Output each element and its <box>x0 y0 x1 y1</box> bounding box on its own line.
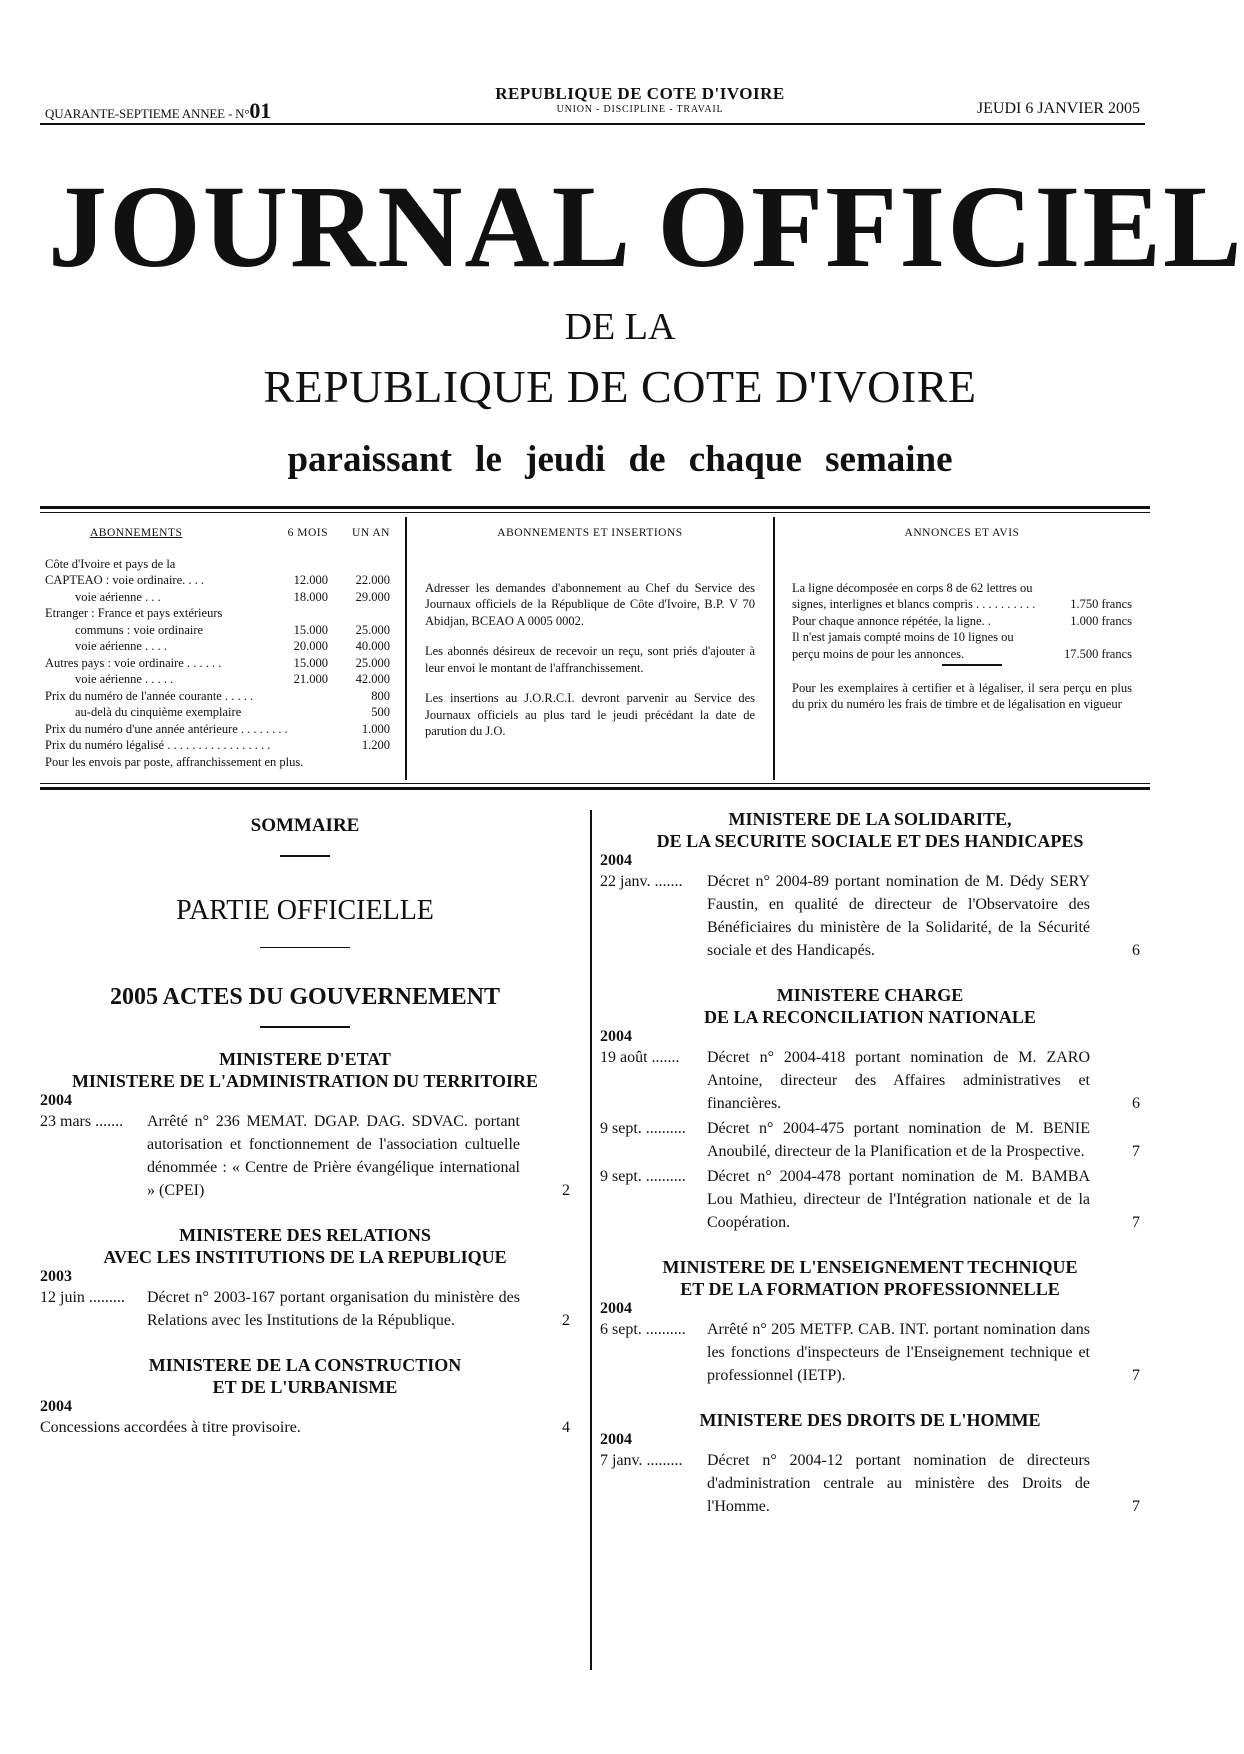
section-year: 2003 <box>40 1267 72 1285</box>
abonnement-row <box>45 737 390 754</box>
sommaire-entry <box>40 1110 570 1202</box>
ministry-title <box>600 808 1140 852</box>
entry-text: Décret n° 2003-167 portant organisation du ministère des Relations avec les Institutions de la République. <box>147 1288 520 1329</box>
entry-date: 7 janv. ......... <box>600 1452 683 1469</box>
abonnement-label: communs : voie ordinaire <box>75 622 204 637</box>
col-1an: UN AN <box>352 527 390 539</box>
annonces-rule <box>942 664 1002 666</box>
abonnement-6mois <box>266 688 328 705</box>
abonnement-row <box>45 556 390 573</box>
entry-page: 4 <box>562 1418 570 1436</box>
right-sections <box>600 808 1140 1518</box>
entry-page: 2 <box>562 1181 570 1199</box>
abonnement-label: Prix du numéro d'une année antérieure . . . . . . . . <box>45 721 288 736</box>
ministry-section <box>600 808 1140 962</box>
issue-date: JEUDI 6 JANVIER 2005 <box>976 100 1140 117</box>
ministry-section <box>40 1224 570 1332</box>
sommaire-right-column <box>600 808 1140 1540</box>
abonnement-row <box>45 638 390 655</box>
entry-text: Décret n° 2004-12 portant nomination de directeurs d'administration centrale au ministère des Droits de l'Homme. <box>707 1452 1090 1515</box>
sommaire-entry <box>600 1046 1140 1115</box>
entry-text: Concessions accordées à titre provisoire. <box>40 1418 301 1436</box>
annonce-label: La ligne décomposée en corps 8 de 62 lettres ou signes, interlignes et blancs compris . . . . . . . . . . <box>792 580 1036 611</box>
insertions-receipt: Les abonnés désireux de recevoir un reçu, sont priés d'ajouter à leur envoi le montant de l'affranchissement. <box>425 644 755 675</box>
abonnement-label: Pour les envois par poste, affranchissement en plus. <box>45 754 304 769</box>
abonnement-row <box>45 704 390 721</box>
entry-text: Décret n° 2004-89 portant nomination de M. Dédy SERY Faustin, en qualité de directeur de l'Observatoire des Bénéficiaires du ministère de la Solidarité, de la Sécurité sociale et des Handicapés. <box>707 873 1090 959</box>
ministry-title-line: MINISTERE DES RELATIONS <box>179 1224 431 1245</box>
ministry-title-line: MINISTERE DE L'ENSEIGNEMENT TECHNIQUE <box>662 1257 1078 1277</box>
abonnement-6mois <box>266 556 328 573</box>
entry-page: 7 <box>1132 1367 1140 1384</box>
abonnement-1an: 22.000 <box>355 573 390 587</box>
column-separator <box>405 517 407 780</box>
abonnement-1an <box>347 754 390 771</box>
abonnement-row <box>45 622 390 639</box>
abonnement-label: Autres pays : voie ordinaire . . . . . . <box>45 655 222 670</box>
abonnement-row <box>45 721 390 738</box>
insertions-address: Adresser les demandes d'abonnement au Chef du Service des Journaux officiels de la République de Côte d'Ivoire, B.P. V 70 Abidjan, BCEAO A 0005 0002. <box>425 580 755 628</box>
ministry-section <box>40 1354 570 1439</box>
abonnement-6mois: 18.000 <box>293 589 328 604</box>
annonce-label: Il n'est jamais compté moins de 10 lignes ou perçu moins de pour les annonces. <box>792 630 1014 661</box>
abonnement-1an: 800 <box>371 688 390 703</box>
abonnement-label: Prix du numéro de l'année courante . . . . . <box>45 688 254 703</box>
ministry-title-line: MINISTERE DE LA SOLIDARITE, <box>728 809 1012 829</box>
abonnement-1an: 42.000 <box>355 672 390 686</box>
entry-date: 9 sept. .......... <box>600 1120 686 1137</box>
entry-page: 6 <box>1132 942 1140 959</box>
abonnement-label: voie aérienne . . . . . <box>75 672 174 686</box>
section-year: 2004 <box>600 1028 632 1045</box>
section-year: 2004 <box>600 852 632 869</box>
edition-label: QUARANTE-SEPTIEME ANNEE - N° <box>45 106 250 121</box>
ministry-title-line: MINISTERE CHARGE <box>776 985 964 1005</box>
partie-rule <box>260 947 350 949</box>
republic-header <box>440 84 840 115</box>
annonce-price: 1.750 francs <box>1070 597 1132 611</box>
sommaire-column-separator <box>590 810 592 1670</box>
insertions-deadline: Les insertions au J.O.R.C.I. devront parvenir au Service des Journaux officiels au plus tard le jeudi précédant la date de parution du J.O. <box>425 691 755 738</box>
entry-page: 6 <box>1132 1095 1140 1112</box>
abonnement-6mois <box>303 754 346 771</box>
ministry-title-line: AVEC LES INSTITUTIONS DE LA REPUBLIQUE <box>103 1246 507 1267</box>
annonce-row <box>792 629 1132 662</box>
section-year: 2004 <box>600 1431 632 1448</box>
edition-number-value: 01 <box>249 98 271 123</box>
ministry-title-line: ET DE L'URBANISME <box>212 1376 398 1397</box>
abonnements-column <box>45 525 390 770</box>
abonnement-6mois: 12.000 <box>293 573 328 587</box>
rates-bottom-rule <box>40 787 1150 790</box>
ministry-section <box>600 984 1140 1234</box>
col-6mois: 6 MOIS <box>287 527 328 539</box>
sommaire-rule <box>280 855 330 857</box>
abonnement-6mois: 21.000 <box>293 672 328 686</box>
abonnement-label: Prix du numéro légalisé . . . . . . . . . . . . . . . . . <box>45 738 271 752</box>
abonnement-1an: 500 <box>371 705 390 719</box>
entry-date: 23 mars ....... <box>40 1112 124 1130</box>
ministry-title-line: MINISTERE DE L'ADMINISTRATION DU TERRITOIRE <box>71 1070 539 1091</box>
sommaire-entry <box>600 1449 1140 1518</box>
abonnement-1an <box>328 605 390 622</box>
entry-date: 9 sept. .......... <box>600 1168 686 1185</box>
abonnement-6mois <box>270 737 330 754</box>
abonnement-label: Côte d'Ivoire et pays de la <box>45 556 176 571</box>
sommaire-entry <box>600 1117 1140 1163</box>
insertions-title: ABONNEMENTS ET INSERTIONS <box>497 527 683 539</box>
ministry-title <box>600 1409 1140 1431</box>
ministry-title-line: DE LA RECONCILIATION NATIONALE <box>704 1007 1036 1027</box>
masthead-republic: REPUBLIQUE DE COTE D'IVOIRE <box>263 361 977 412</box>
annonce-price: 17.500 francs <box>1063 646 1132 661</box>
sommaire-entry <box>600 1165 1140 1234</box>
abonnement-label: voie aérienne . . . . <box>75 639 167 653</box>
sommaire-title: SOMMAIRE <box>250 815 360 836</box>
entry-date: 19 août ....... <box>600 1049 680 1066</box>
sommaire-entry <box>40 1416 570 1439</box>
abonnement-6mois: 15.000 <box>293 622 328 637</box>
sommaire-entry <box>600 1318 1140 1387</box>
insertions-column <box>425 525 755 740</box>
entry-date: 6 sept. .......... <box>600 1321 686 1338</box>
abonnements-title: ABONNEMENTS <box>90 527 183 539</box>
abonnement-row <box>45 572 390 589</box>
abonnement-row <box>45 754 390 771</box>
ministry-title-line: DE LA SECURITE SOCIALE ET DES HANDICAPES <box>656 831 1084 851</box>
ministry-section <box>600 1256 1140 1387</box>
entry-text: Arrêté n° 205 METFP. CAB. INT. portant nomination dans les fonctions d'inspecteurs de l'Enseignement technique et professionnel (IETP). <box>707 1321 1090 1384</box>
abonnement-1an: 40.000 <box>355 639 390 653</box>
abonnement-6mois <box>266 605 328 622</box>
abonnement-1an: 25.000 <box>355 622 390 637</box>
abonnement-row <box>45 671 390 688</box>
abonnement-6mois <box>288 721 339 738</box>
ministry-title <box>600 1256 1140 1300</box>
ministry-title <box>40 1224 570 1268</box>
ministry-title <box>40 1048 570 1092</box>
abonnement-1an: 1.000 <box>361 721 390 736</box>
abonnement-row <box>45 655 390 672</box>
entry-page: 2 <box>562 1311 570 1329</box>
abonnement-label: voie aérienne . . . <box>75 589 161 604</box>
abonnement-row <box>45 589 390 606</box>
ministry-title <box>600 984 1140 1028</box>
abonnement-6mois <box>266 704 328 721</box>
ministry-title-line: MINISTERE D'ETAT <box>219 1048 391 1069</box>
annonces-title: ANNONCES ET AVIS <box>904 527 1020 539</box>
abonnement-6mois: 15.000 <box>293 655 328 670</box>
abonnement-label: au-delà du cinquième exemplaire <box>75 705 242 719</box>
entry-text: Décret n° 2004-418 portant nomination de M. ZARO Antoine, directeur des Affaires administratives et financières. <box>707 1049 1090 1112</box>
abonnement-1an <box>328 556 390 573</box>
ministry-title <box>40 1354 570 1398</box>
annonces-note: Pour les exemplaires à certifier et à légaliser, il sera perçu en plus du prix du numéro les frais de timbre et de légalisation en vigueur <box>792 680 1132 711</box>
abonnement-1an: 29.000 <box>355 589 390 604</box>
abonnement-label: CAPTEAO : voie ordinaire. . . . <box>45 573 205 587</box>
sommaire-left-column <box>40 815 570 1461</box>
column-separator-2 <box>773 517 775 780</box>
actes-title: 2005 ACTES DU GOUVERNEMENT <box>109 984 501 1010</box>
rates-bottom-rule-thin <box>40 783 1150 784</box>
section-year: 2004 <box>600 1300 632 1317</box>
abonnement-row <box>45 605 390 622</box>
entry-page: 7 <box>1132 1498 1140 1515</box>
section-year: 2004 <box>40 1091 72 1109</box>
rates-top-rule <box>40 506 1150 509</box>
masthead-title: JOURNAL OFFICIEL <box>48 161 1244 292</box>
actes-rule <box>260 1026 350 1028</box>
ministry-section <box>600 1409 1140 1518</box>
ministry-section <box>40 1048 570 1202</box>
sommaire-entry <box>600 870 1140 962</box>
entry-page: 7 <box>1132 1143 1140 1160</box>
abonnement-label: Etranger : France et pays extérieurs <box>45 606 223 620</box>
header-rule <box>40 123 1145 125</box>
annonce-price: 1.000 francs <box>1070 613 1132 628</box>
ministry-title-line: MINISTERE DES DROITS DE L'HOMME <box>699 1410 1041 1430</box>
abonnement-1an: 25.000 <box>355 655 390 670</box>
edition-number <box>45 98 271 124</box>
annonce-row <box>792 580 1132 613</box>
annonce-label: Pour chaque annonce répétée, la ligne. . <box>792 613 991 628</box>
abonnement-6mois: 20.000 <box>293 639 328 653</box>
annonce-row <box>792 613 1132 630</box>
masthead-tagline: paraissant le jeudi de chaque semaine <box>287 439 953 480</box>
partie-officielle: PARTIE OFFICIELLE <box>176 894 434 926</box>
republic-name: REPUBLIQUE DE COTE D'IVOIRE <box>495 84 785 103</box>
rates-top-rule-thin <box>40 512 1150 513</box>
abonnement-1an: 1.200 <box>361 738 390 752</box>
masthead-de-la: DE LA <box>564 306 676 348</box>
entry-text: Décret n° 2004-475 portant nomination de M. BENIE Anoubilé, directeur de la Planification et de la Prospective. <box>707 1120 1090 1160</box>
ministry-title-line: MINISTERE DE LA CONSTRUCTION <box>148 1354 462 1375</box>
annonces-column <box>792 525 1132 713</box>
entry-date: 12 juin ......... <box>40 1288 125 1306</box>
section-year: 2004 <box>40 1397 72 1415</box>
sommaire-entry <box>40 1286 570 1332</box>
entry-text: Arrêté n° 236 MEMAT. DGAP. DAG. SDVAC. portant autorisation et fonctionnement de l'association cultuelle dénommée : « Centre de Prière évangélique international » (CPEI) <box>147 1112 520 1199</box>
entry-date: 22 janv. ....... <box>600 873 683 890</box>
annonces-rows <box>792 580 1132 663</box>
entry-text: Décret n° 2004-478 portant nomination de M. BAMBA Lou Mathieu, directeur de l'Intégration nationale et de la Coopération. <box>707 1168 1090 1231</box>
left-sections <box>40 1048 570 1439</box>
national-motto: UNION - DISCIPLINE - TRAVAIL <box>556 104 724 115</box>
entry-page: 7 <box>1132 1214 1140 1231</box>
abonnements-rows <box>45 556 390 771</box>
abonnement-row <box>45 688 390 705</box>
ministry-title-line: ET DE LA FORMATION PROFESSIONNELLE <box>680 1279 1060 1299</box>
